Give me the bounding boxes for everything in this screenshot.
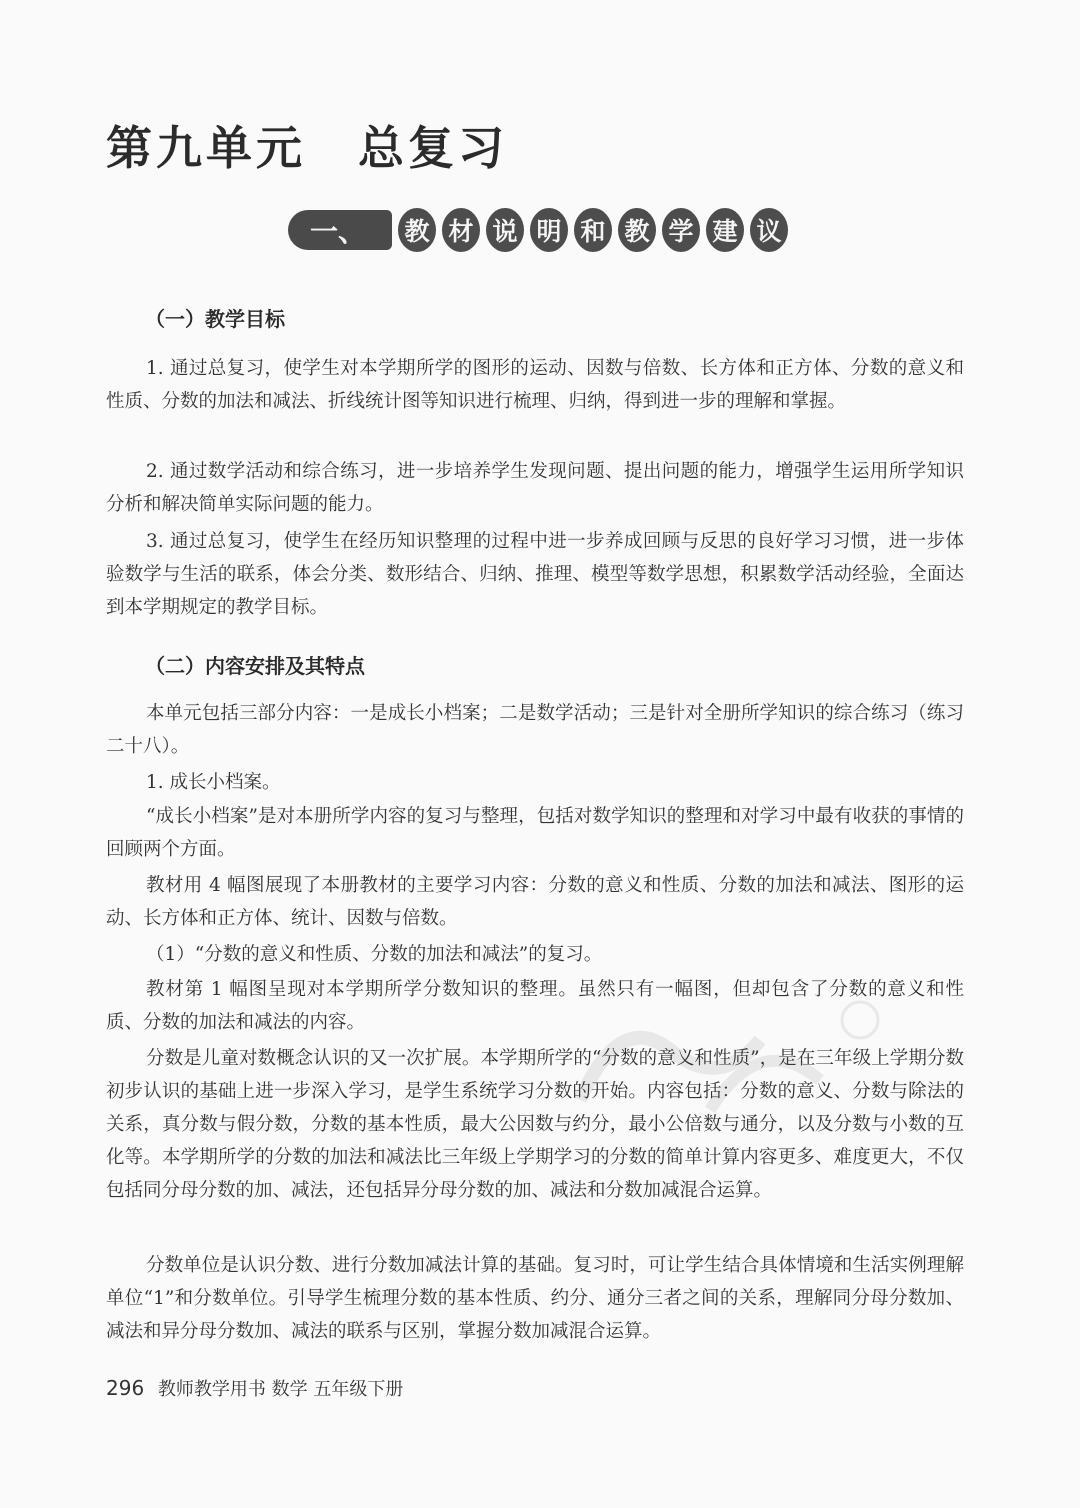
paragraph: 教材用 4 幅图展现了本册教材的主要学习内容：分数的意义和性质、分数的加法和减法、图形的运动、长方体和正方体、统计、因数与倍数。 bbox=[106, 875, 964, 929]
banner-lead: 一、 bbox=[288, 210, 392, 250]
unit-label: 第九单元 bbox=[106, 121, 306, 175]
book-title: 教师教学用书 数学 五年级下册 bbox=[157, 1379, 404, 1400]
paragraph: 2. 通过数学活动和综合练习，进一步培养学生发现问题、提出问题的能力，增强学生运用所学知识分析和解决简单实际问题的能力。 bbox=[106, 461, 964, 515]
paragraph: 3. 通过总复习，使学生在经历知识整理的过程中进一步养成回顾与反思的良好学习习惯，进一步体验数学与生活的联系，体会分类、数形结合、归纳、推理、模型等数学思想，积累数学活动经验，全面达到本学期规定的教学目标。 bbox=[106, 531, 964, 618]
paragraph: 1. 通过总复习，使学生对本学期所学的图形的运动、因数与倍数、长方体和正方体、分数的意义和性质、分数的加法和减法、折线统计图等知识进行梳理、归纳，得到进一步的理解和掌握。 bbox=[106, 358, 964, 412]
paragraph: （1）“分数的意义和性质、分数的加法和减法”的复习。 bbox=[146, 944, 603, 965]
banner-char: 说 bbox=[486, 208, 524, 252]
paragraph: “成长小档案”是对本册所学内容的复习与整理，包括对数学知识的整理和对学习中最有收获的事情的回顾两个方面。 bbox=[106, 806, 964, 860]
paragraph: 分数单位是认识分数、进行分数加减法计算的基础。复习时，可让学生结合具体情境和生活实例理解单位“1”和分数单位。引导学生梳理分数的基本性质、约分、通分三者之间的关系，理解同分母分数加、减法和异分母分数加、减法的联系与区别，掌握分数加减混合运算。 bbox=[106, 1255, 964, 1342]
unit-topic: 总复习 bbox=[358, 121, 508, 175]
banner-char: 明 bbox=[530, 208, 568, 252]
banner-char: 学 bbox=[662, 208, 700, 252]
paragraph: 分数是儿童对数概念认识的又一次扩展。本学期所学的“分数的意义和性质”，是在三年级上学期分数初步认识的基础上进一步深入学习，是学生系统学习分数的开始。内容包括：分数的意义、分数与除法的关系，真分数与假分数，分数的基本性质，最大公因数与约分，最小公倍数与通分，以及分数与小数的互化等。本学期所学的分数的加法和减法比三年级上学期学习的分数的简单计算内容更多、难度更大，不仅包括同分母分数的加、减法，还包括异分母分数的加、减法和分数加减混合运算。 bbox=[106, 1048, 964, 1201]
publisher-watermark bbox=[560, 990, 890, 1140]
paragraph: 本单元包括三部分内容：一是成长小档案；二是数学活动；三是针对全册所学知识的综合练习（练习二十八）。 bbox=[106, 703, 964, 757]
section-heading-content-arrangement: （二）内容安排及其特点 bbox=[145, 654, 365, 678]
banner-char: 建 bbox=[706, 208, 744, 252]
paragraph: 1. 成长小档案。 bbox=[146, 772, 281, 793]
section-heading-teaching-goals: （一）教学目标 bbox=[145, 307, 285, 331]
section-banner bbox=[288, 202, 788, 258]
banner-char: 议 bbox=[750, 208, 788, 252]
banner-char: 教 bbox=[398, 208, 436, 252]
paragraph: 教材第 1 幅图呈现对本学期所学分数知识的整理。虽然只有一幅图，但却包含了分数的意义和性质、分数的加法和减法的内容。 bbox=[106, 979, 964, 1033]
page-number: 296 bbox=[106, 1376, 145, 1400]
banner-char: 教 bbox=[618, 208, 656, 252]
unit-title bbox=[106, 112, 508, 178]
page-footer bbox=[106, 1375, 403, 1401]
banner-char: 和 bbox=[574, 208, 612, 252]
banner-char: 材 bbox=[442, 208, 480, 252]
